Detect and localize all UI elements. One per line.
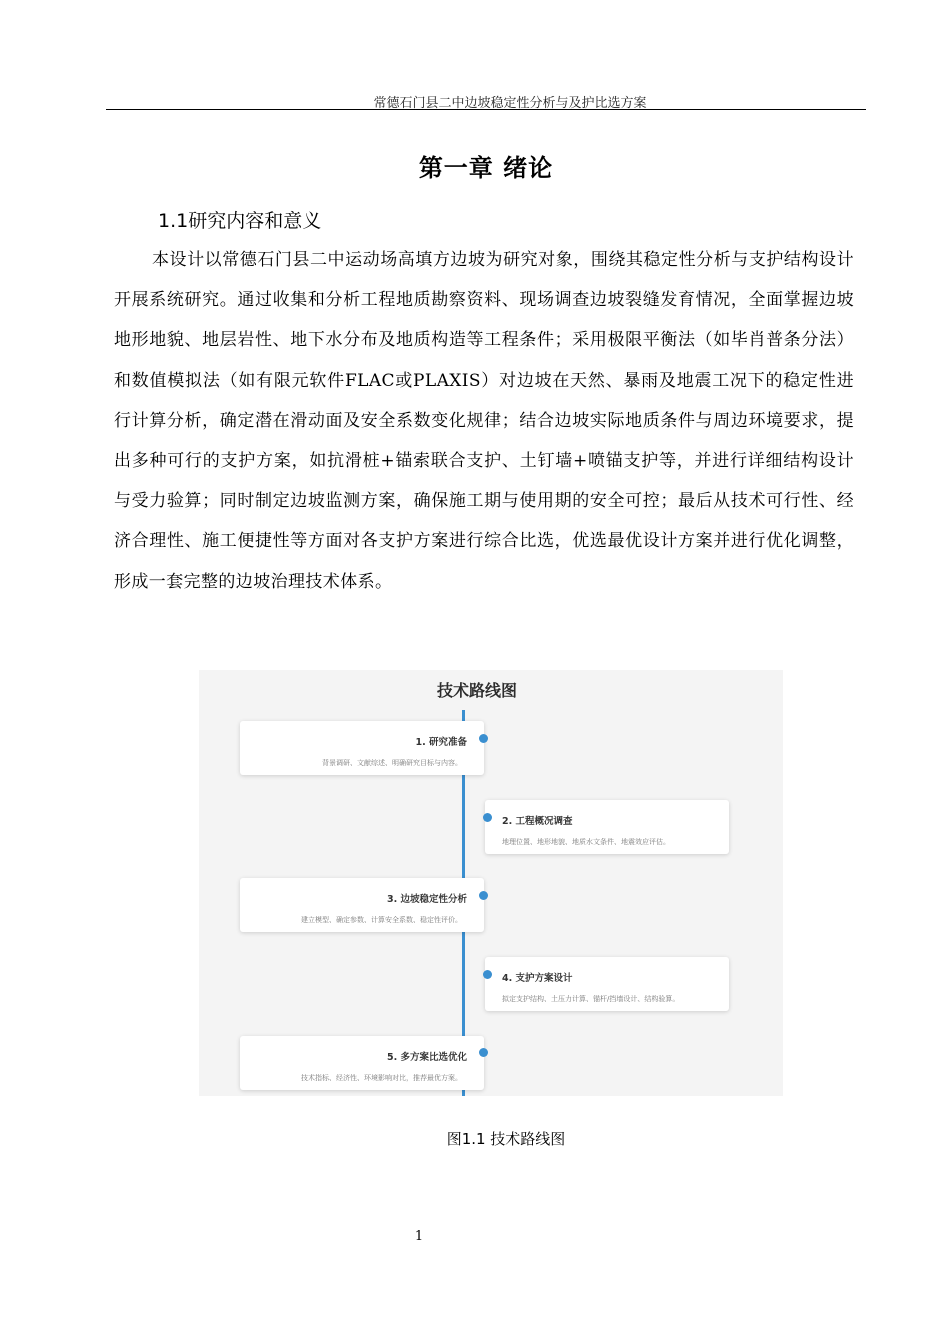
body-paragraph: 本设计以常德石门县二中运动场高填方边坡为研究对象，围绕其稳定性分析与支护结构设计开展系统研究。通过收集和分析工程地质勘察资料、现场调查边坡裂缝发育情况，全面掌握边坡地形地貌、地层岩性、地下水分布及地质构造等工程条件；采用极限平衡法（如毕肖普条分法）和数值模拟法（如有限元软件FLAC或PLAXIS）对边坡在天然、暴雨及地震工况下的稳定性进行计算分析，确定潜在滑动面及安全系数变化规律；结合边坡实际地质条件与周边环境要求，提出多种可行的支护方案，如抗滑桩+锚索联合支护、土钉墙+喷锚支护等，并进行详细结构设计与受力验算；同时制定边坡监测方案，确保施工期与使用期的安全可控；最后从技术可行性、经济合理性、施工便捷性等方面对各支护方案进行综合比选，优选最优设计方案并进行优化调整，形成一套完整的边坡治理技术体系。: [114, 250, 854, 592]
step-description: 地理位置、地形地貌、地质水文条件、地震效应评估。: [502, 838, 670, 846]
step-description: 技术指标、经济性、环境影响对比，推荐最优方案。: [301, 1074, 462, 1082]
step-title: 4. 支护方案设计: [502, 973, 573, 984]
step-title: 2. 工程概况调查: [502, 816, 573, 827]
header-rule: [106, 109, 866, 110]
section-title: 1.1研究内容和意义: [158, 210, 322, 232]
roadmap-figure: [199, 670, 783, 1096]
timeline-dot-4: [483, 970, 492, 979]
step-description: 拟定支护结构、土压力计算、锚杆/挡墙设计、结构验算。: [502, 995, 680, 1003]
timeline-dot-2: [483, 813, 492, 822]
step-card-1: [240, 721, 484, 775]
figure-title: 技术路线图: [436, 681, 517, 700]
figure-caption: 图1.1 技术路线图: [446, 1130, 566, 1148]
timeline-dot-5: [479, 1048, 488, 1057]
step-card-3: [240, 878, 484, 932]
step-card-2: [485, 800, 729, 854]
step-description: 背景调研、文献综述、明确研究目标与内容。: [322, 759, 462, 767]
page-header-title: 常德石门县二中边坡稳定性分析与及护比选方案: [373, 96, 647, 111]
step-title: 1. 研究准备: [415, 737, 467, 748]
timeline-dot-1: [479, 734, 488, 743]
step-title: 3. 边坡稳定性分析: [386, 894, 467, 905]
chapter-title: 第一章 绪论: [418, 154, 554, 182]
timeline-dot-3: [479, 891, 488, 900]
page-number: 1: [414, 1229, 424, 1244]
step-card-4: [485, 957, 729, 1011]
step-card-5: [240, 1036, 484, 1090]
step-description: 建立模型、确定参数、计算安全系数、稳定性评价。: [301, 916, 462, 924]
step-title: 5. 多方案比选优化: [386, 1052, 467, 1063]
